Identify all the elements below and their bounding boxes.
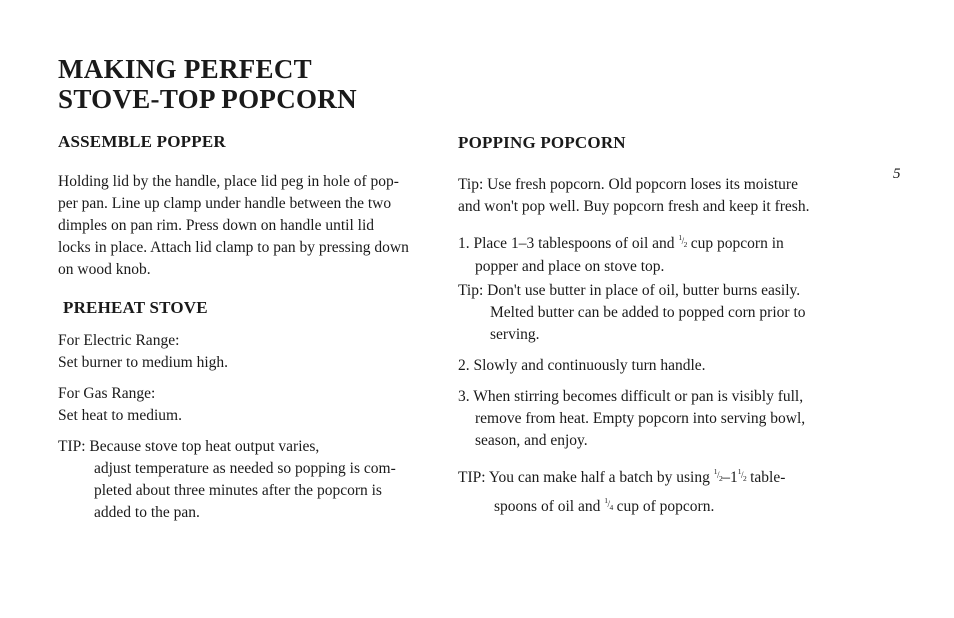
page-number: 5 — [893, 166, 901, 182]
text-line: added to the pan. — [94, 504, 200, 521]
page-title — [58, 54, 357, 114]
text-line: season, and enjoy. — [475, 432, 588, 449]
preheat-stove-heading: PREHEAT STOVE — [63, 298, 208, 317]
fraction-denominator: 4 — [609, 502, 613, 512]
half-fraction: 1/2 — [713, 467, 723, 483]
gas-range-instruction: Set heat to medium. — [58, 407, 182, 424]
butter-tip — [458, 280, 858, 346]
text-line: locks in place. Attach lid clamp to pan by pressing down — [58, 239, 409, 256]
step-2 — [458, 355, 858, 377]
text-line: remove from heat. Empty popcorn into serving bowl, — [475, 410, 806, 427]
fraction-numerator: 1 — [678, 233, 682, 242]
gas-range-text — [58, 383, 443, 427]
fraction-numerator: 1 — [604, 495, 608, 505]
gas-range-label: For Gas Range: — [58, 385, 156, 402]
step-1-text-b: cup popcorn in — [686, 235, 784, 252]
assemble-popper-text — [58, 171, 443, 281]
tip-text-mid: –1 — [722, 469, 738, 486]
text-line — [458, 227, 858, 256]
page-title-line-2: STOVE-TOP POPCORN — [58, 84, 357, 114]
text-line: and won't pop well. Buy popcorn fresh and keep it fresh. — [458, 198, 810, 215]
fraction-numerator: 1 — [737, 467, 741, 476]
text-line: Tip: Don't use butter in place of oil, butter burns easily. — [458, 282, 801, 299]
step-3 — [458, 386, 858, 452]
half-fraction: 1/2 — [678, 233, 687, 249]
popping-popcorn-heading: POPPING POPCORN — [458, 133, 626, 152]
text-line: Melted butter can be added to popped corn prior to — [490, 304, 806, 321]
text-line — [458, 490, 858, 519]
text-line: dimples on pan rim. Press down on handle until lid — [58, 217, 375, 234]
text-line: Holding lid by the handle, place lid peg in hole of pop- — [58, 173, 399, 190]
text-line: Tip: Use fresh popcorn. Old popcorn loses its moisture — [458, 176, 798, 193]
fraction-numerator: 1 — [713, 467, 717, 476]
text-line: 2. Slowly and continuously turn handle. — [458, 357, 706, 374]
text-line: pleted about three minutes after the popcorn is — [94, 482, 382, 499]
assemble-popper-heading: ASSEMBLE POPPER — [58, 132, 226, 151]
text-line: adjust temperature as needed so popping is com- — [94, 460, 396, 477]
tip-text-a: TIP: You can make half a batch by using — [458, 469, 714, 486]
tip-line2-b: cup of popcorn. — [612, 497, 715, 515]
text-line: on wood knob. — [58, 261, 151, 278]
electric-range-label: For Electric Range: — [58, 332, 180, 349]
electric-range-text — [58, 330, 443, 374]
half-batch-tip — [458, 461, 858, 519]
half-fraction: 1/2 — [737, 467, 747, 483]
step-1 — [458, 227, 858, 278]
text-line: 3. When stirring becomes difficult or pan is visibly full, — [458, 388, 804, 405]
fresh-popcorn-tip — [458, 174, 858, 218]
quarter-fraction: 1/4 — [604, 495, 613, 512]
text-line: serving. — [490, 326, 540, 343]
fraction-denominator: 2 — [683, 239, 687, 249]
page-title-line-1: MAKING PERFECT — [58, 54, 312, 84]
stove-tip-text — [58, 436, 443, 524]
tip-line2-a: spoons of oil and — [494, 497, 605, 515]
text-line: popper and place on stove top. — [475, 257, 665, 275]
fraction-denominator: 2 — [743, 473, 747, 483]
tip-text-b: table- — [746, 469, 786, 486]
text-line — [458, 461, 858, 490]
text-line: per pan. Line up clamp under handle between the two — [58, 195, 392, 212]
step-1-text-a: 1. Place 1–3 tablespoons of oil and — [458, 235, 679, 252]
electric-range-instruction: Set burner to medium high. — [58, 354, 229, 371]
fraction-denominator: 2 — [718, 473, 723, 483]
text-line: TIP: Because stove top heat output varies, — [58, 438, 320, 455]
